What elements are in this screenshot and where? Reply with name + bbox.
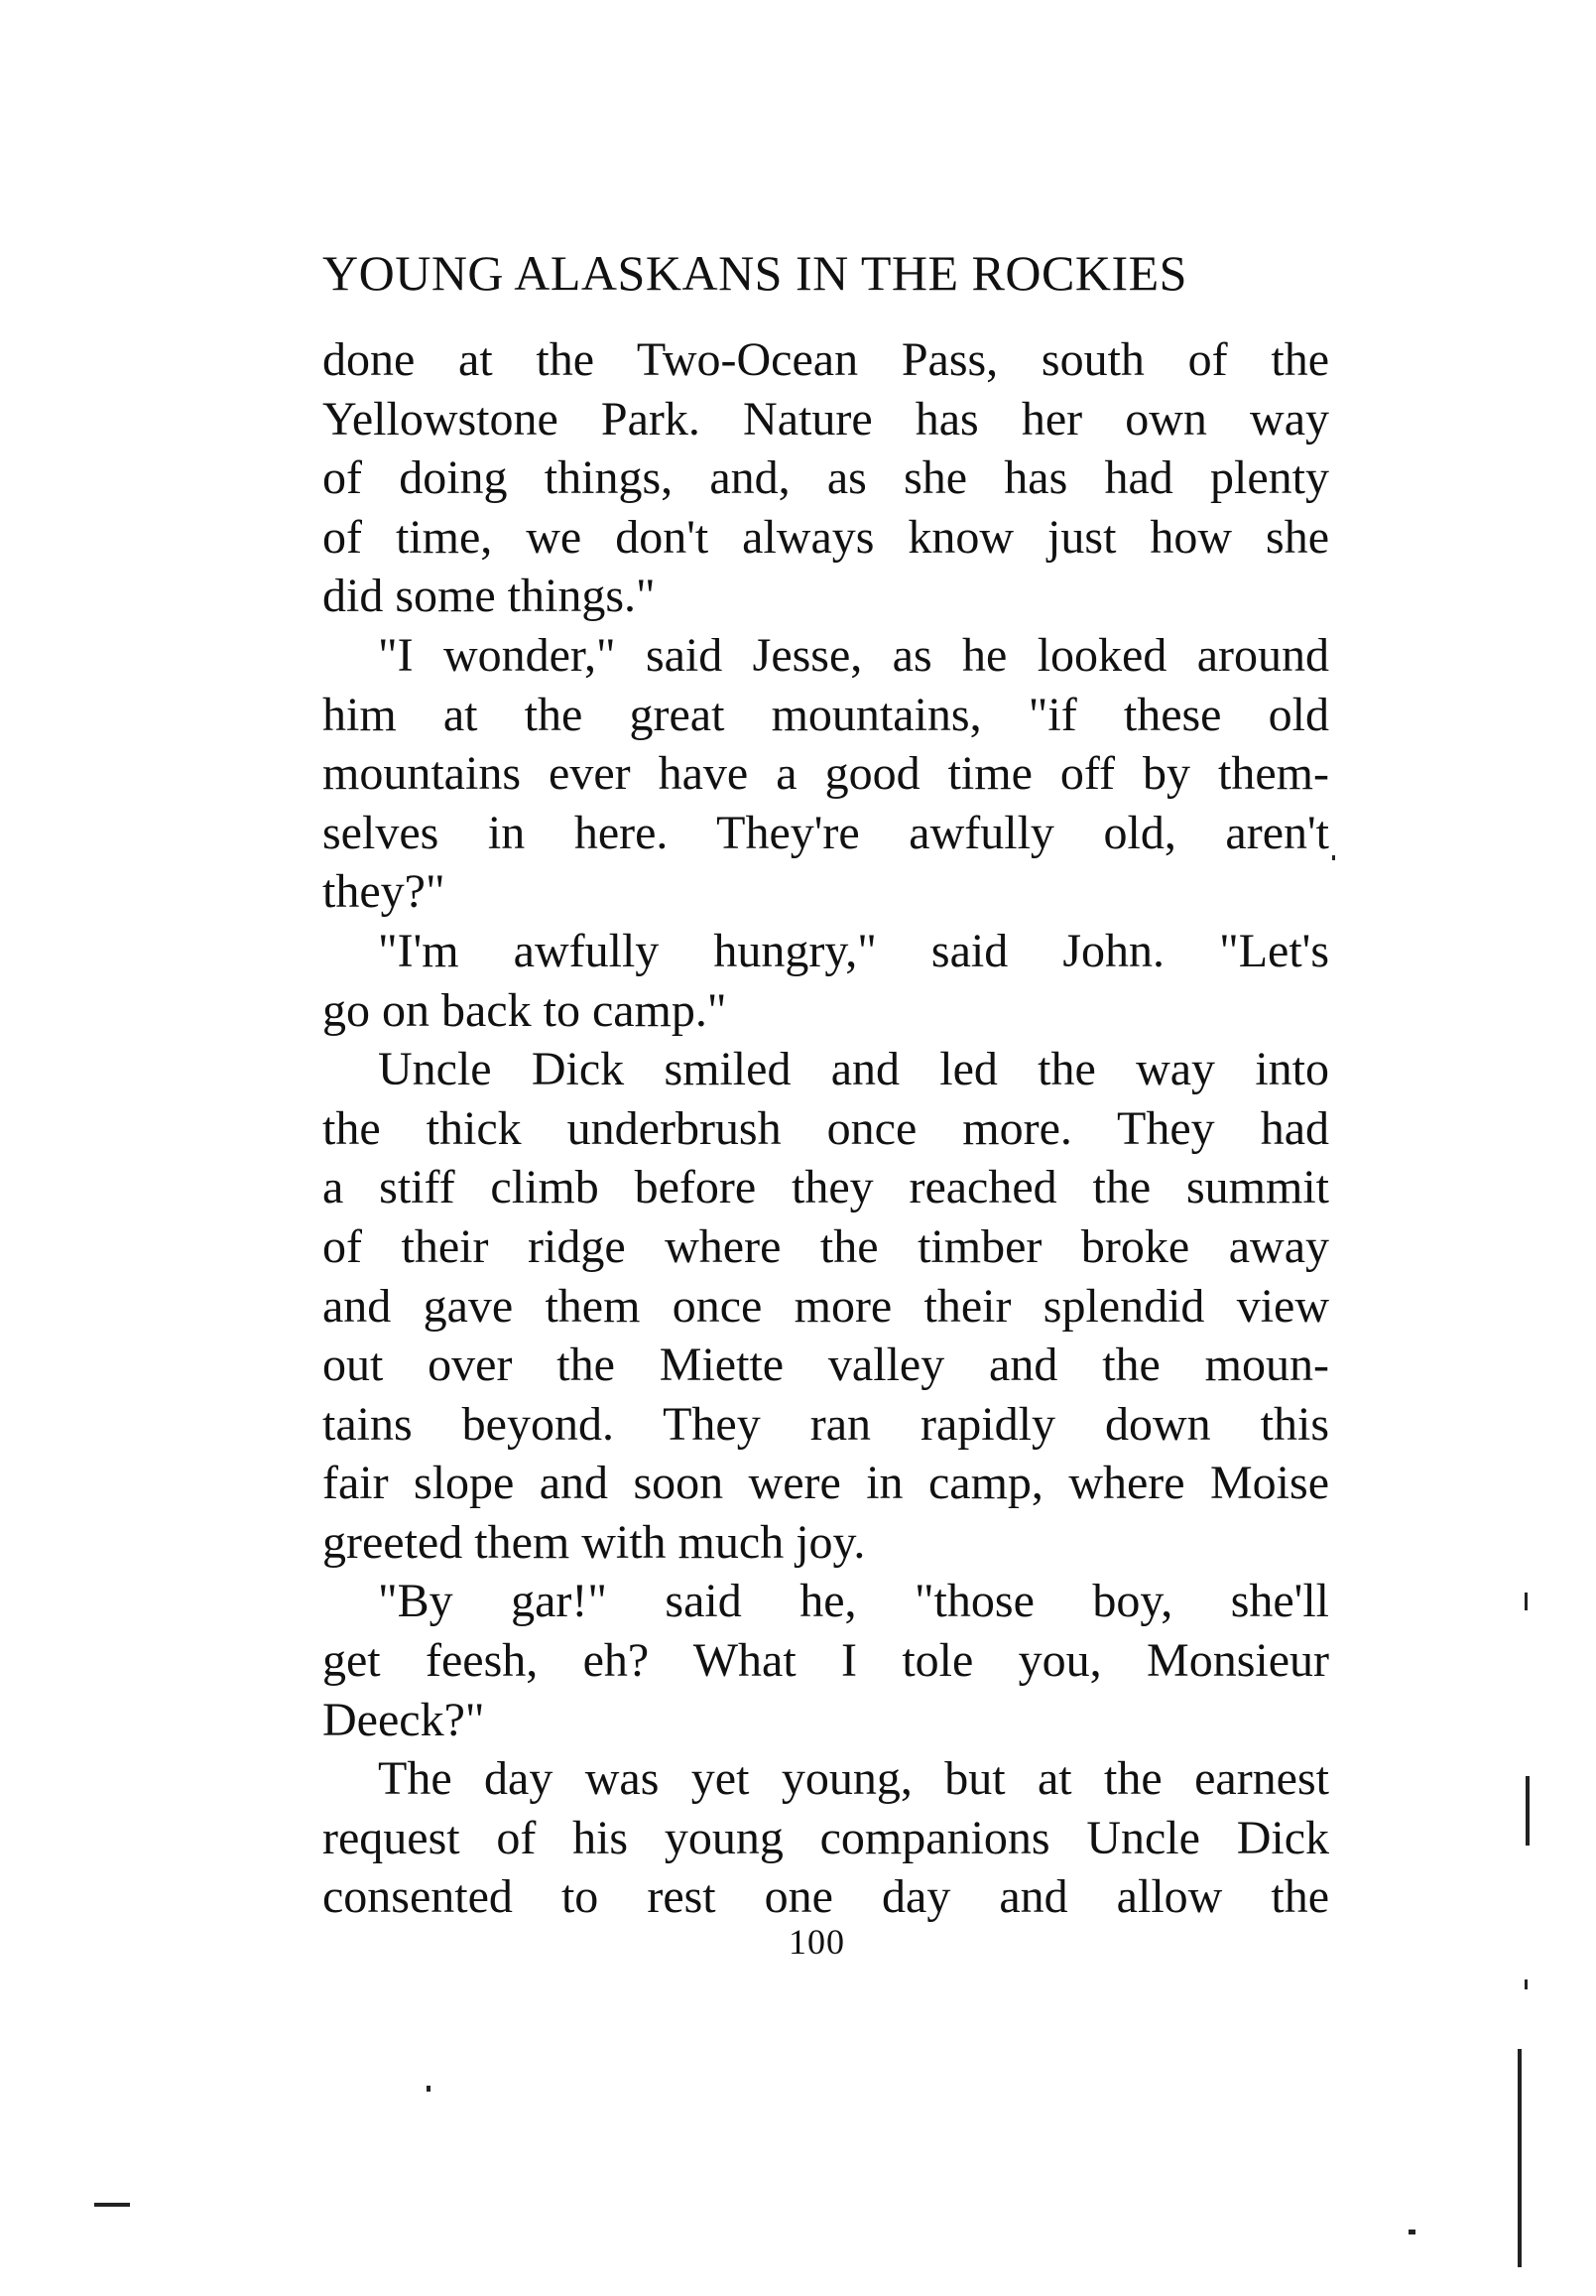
text-line: and gave them once more their splendid view (322, 1279, 1329, 1333)
text-line: fair slope and soon were in camp, where Moise (322, 1457, 1329, 1510)
text-line: tains beyond. They ran rapidly down this (322, 1397, 1329, 1451)
text-line: Uncle Dick smiled and led the way into (378, 1043, 1329, 1096)
text-line: a stiff climb before they reached the summit (322, 1161, 1329, 1214)
text-line: get feesh, eh? What I tole you, Monsieur (322, 1634, 1329, 1688)
scan-mark (1525, 1593, 1528, 1610)
scan-mark (1526, 1776, 1530, 1846)
text-line: of doing things, and, as she has had plenty (322, 451, 1329, 505)
text-line: of their ridge where the timber broke away (322, 1219, 1329, 1273)
text-line: consented to rest one day and allow the (322, 1870, 1329, 1924)
text-line: greeted them with much joy. (322, 1515, 866, 1569)
scan-mark (427, 2086, 430, 2092)
text-line: him at the great mountains, "if these old (322, 688, 1329, 741)
text-line: Yellowstone Park. Nature has her own way (322, 392, 1329, 446)
page-number: 100 (789, 1922, 845, 1962)
text-line: "I wonder," said Jesse, as he looked around (378, 628, 1329, 682)
text-line: selves in here. They're awfully old, aren't (322, 806, 1329, 859)
text-line: The day was yet young, but at the earnest (378, 1752, 1329, 1806)
text-line: "I'm awfully hungry," said John. "Let's (378, 924, 1329, 977)
text-line: mountains ever have a good time off by them- (322, 747, 1329, 801)
running-head: YOUNG ALASKANS IN THE ROCKIES (322, 245, 1187, 301)
scan-mark (94, 2203, 130, 2207)
text-line: they?" (322, 865, 445, 919)
scan-mark (1332, 855, 1335, 860)
text-line: the thick underbrush once more. They had (322, 1101, 1329, 1155)
scan-mark (1409, 2230, 1415, 2234)
scan-mark (1525, 1979, 1528, 1989)
text-line: "By gar!" said he, "those boy, she'll (378, 1575, 1329, 1628)
scan-mark (1518, 2049, 1522, 2267)
text-line: Deeck?" (322, 1693, 485, 1746)
body-text (322, 330, 1329, 1927)
text-line: did some things." (322, 570, 656, 623)
text-line: done at the Two-Ocean Pass, south of the (322, 333, 1329, 386)
text-line: out over the Miette valley and the moun- (322, 1339, 1329, 1392)
text-line: go on back to camp." (322, 983, 727, 1037)
text-line: of time, we don't always know just how she (322, 510, 1329, 564)
text-line: request of his young companions Uncle Dick (322, 1811, 1329, 1864)
